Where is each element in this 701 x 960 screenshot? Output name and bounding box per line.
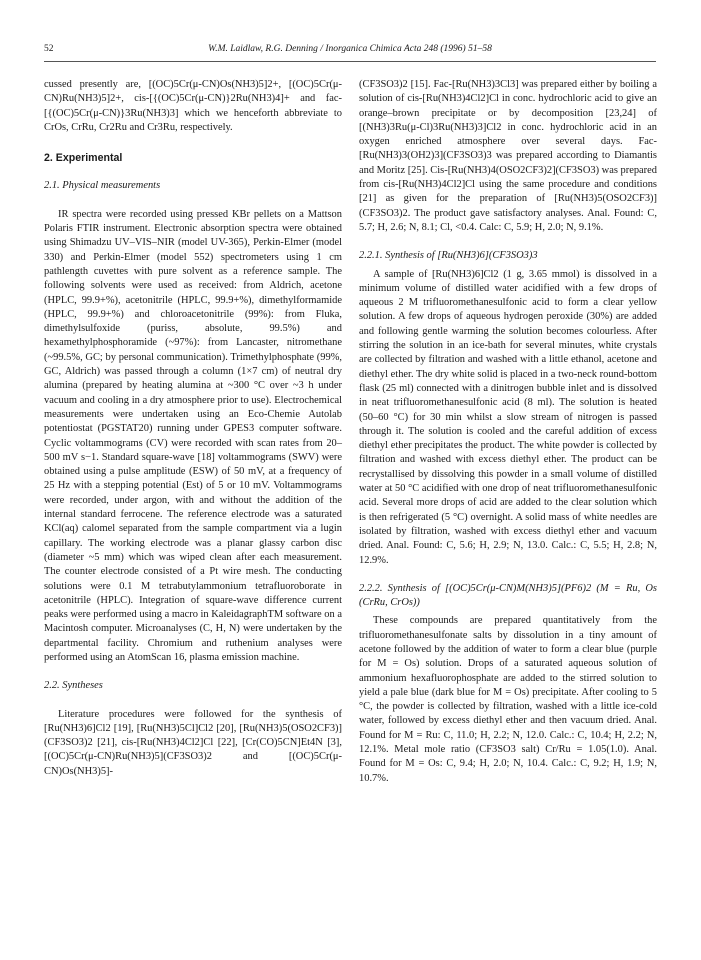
subsection-heading-syntheses: 2.2. Syntheses <box>44 680 103 692</box>
continued-paragraph: (CF3SO3)2 [15]. Fac-[Ru(NH3)3Cl3] was prepared either by boiling a solution of cis-[Ru(NH3)4Cl2]Cl in conc. hydrochloric acid to give an orange–brown precipitate or by decomposition [23,24] of [(NH3)3Ru(μ-Cl)3Ru(NH3)3]Cl2 in conc. hydrochloric acid in an oxygen enriched atmosphere over several days. Fac-[Ru(NH3)3(OH2)3](CF3SO3)3 was prepared according to Diamantis and Moritz [25]. Cis-[Ru(NH3)4(OSO2CF3)2](CF3SO3) was prepared from cis-[Ru(NH3)4Cl2]Cl using the same procedure and conditions [21] as given for the preparation of [Ru(NH3)5(OSO2CF3)](CF3SO3)2. The product gave satisfactory analyses. Anal. Found: C, 5.7; H, 2.6; N, 8.1; Cl, <0.4. Calc: C, 5.9; H, 2.0; N, 9.1%. <box>359 79 658 233</box>
page-header <box>44 44 656 60</box>
left-column <box>44 78 342 779</box>
syntheses-paragraph: Literature procedures were followed for the synthesis of [Ru(NH3)6]Cl2 [19], [Ru(NH3)5Cl]Cl2 [20], [Ru(NH3)5(OSO2CF3)](CF3SO3)2 [21], cis-[Ru(NH3)4Cl2]Cl [22], [Cr(CO)5CN]Et4N [3], [(OC)5Cr(μ-CN)Ru(NH3)5](CF3SO3)2 and [(OC)5Cr(μ-CN)Os(NH3)5]- <box>44 708 342 777</box>
ru-nh3-6-synthesis-paragraph: A sample of [Ru(NH3)6]Cl2 (1 g, 3.65 mmol) is dissolved in a minimum volume of distilled water acidified with a few drops of aqueous 2 M trifluoromethanesulfonic acid to form a clear yellow solution. A few drops of aqueous hydrogen peroxide (30%) are added and following gentle warming the solution becomes colourless. After stirring the solution in an ice-bath for several minutes, white crystals are collected by filtration and washed with a little ethanol, acetone and diethyl ether. The dry white solid is placed in a two-neck round-bottom flask (25 ml) connected with a dinitrogen bubble inlet and is dissolved in neat trifluoromethanesulfonic acid (8 ml). The solution is heated (50–60 °C) for 30 min whilst a slow stream of nitrogen is passed through it. The solution is cooled and the careful addition of excess diethyl ether precipitates the product. The white powder is collected by filtration and washed with excess diethyl ether. The product can be recrystallised by dissolving this powder in a small volume of distilled water at 50 °C acidified with one drop of neat trifluoromethanesulfonic acid. Several more drops of acid are added to the clear solution which is then refrigerated (5 °C) overnight. A solid mass of white needles are isolated by filtration, washed with excess diethyl ether and vacuum dried. Anal. Found: C, 5.6; H, 2.9; N, 13.0. Calc.: C, 5.5; H, 2.8; N, 12.9%. <box>359 268 657 566</box>
subsubsection-heading-cr-cn-m: 2.2.2. Synthesis of [(OC)5Cr(μ-CN)M(NH3)5](PF6)2 (M = Ru, Os (CrRu, CrOs)) <box>359 582 657 609</box>
section-heading-experimental: 2. Experimental <box>44 152 123 165</box>
header-rule <box>44 61 656 62</box>
physical-measurements-paragraph: IR spectra were recorded using pressed KBr pellets on a Mattson Polaris FTIR instrument. Electronic absorption spectra were obtained using Shimadzu UV–VIS–NIR (model UV-365), Perkin-Elmer (model 330) and Perkin-Elmer (model 552) spectrometers using 1 cm pathlength cuvettes with pure solvent as a reference sample. The following solvents were used as received: from Aldrich, acetone (HPLC, 99.9+%), acetonitrile (HPLC, 99.9+%), dimethylformamide (HPLC, 99.9+%) and chloroacetonitrile (99%): from Fluka, dimethylsulfoxide (puriss, absolute, 99.5%) and hexamethylphosphoramide (~97%): from Lancaster, nitromethane (~99.5%, GC; by personal communication). Trimethylphosphate (99%, GC, Aldrich) was passed through a column (1×7 cm) of neutral dry alumina (prepared by heating alumina at ~300 °C over ~3 h under vacuum and cooling in a dry atmosphere prior to use). Electrochemical measurements were undertaken using an Eco-Chemie Autolab potentiostat (PGSTAT20) running under GPES3 computer software. Cyclic voltammograms (CV) were recorded with scan rates from 20–500 mV s−1. Standard square-wave [18] voltammograms (SWV) were obtained using a pulse amplitude (ESW) of 50 mV, at a frequency of 25 Hz with a stepping potential (Est) of 5 or 10 mV. Voltammograms were recorded, under argon, with and without the addition of the internal standard ferrocene. The reference electrode was a saturated KCl(aq) calomel separated from the sample compartment via a lugin capillary. The working electrode was a planar glassy carbon disc (diameter ~5 mm) which was wiped clean after each measurement. The counter electrode consisted of a Pt wire mesh. The conducting solutions were 0.1 M tetrabutylammonium tetrafluoroborate in acetonitrile (HPLC). Integration of square-wave difference current peaks were performed using a macro in KaleidagraphTM software on a Macintosh computer. Microanalyses (C, H, N) were undertaken by the departmental facility. Chromium and ruthenium analyses were performed using an AtomScan 16, plasma emission machine. <box>44 208 342 663</box>
intro-paragraph: cussed presently are, [(OC)5Cr(μ-CN)Os(NH3)5]2+, [(OC)5Cr(μ-CN)Ru(NH3)5]2+, cis-[{(OC)5Cr(μ-CN)}2Ru(NH3)4]+ and fac-[{(OC)5Cr(μ-CN)}3Ru(NH3)3] which we henceforth abbreviate to CrOs, CrRu, Cr2Ru and Cr3Ru, respectively. <box>44 79 342 133</box>
running-head: W.M. Laidlaw, R.G. Denning / Inorganica Chimica Acta 248 (1996) 51–58 <box>208 44 492 54</box>
subsection-heading-physical-measurements: 2.1. Physical measurements <box>44 180 161 192</box>
cr-cn-m-synthesis-paragraph: These compounds are prepared quantitatively from the trifluoromethanesulfonate salts by dissolution in a tiny amount of acetone followed by the addition of water to form a clear blue (purple for M = Os) solution. Drops of a saturated aqueous solution of ammonium hexafluorophosphate are added to the stirred solution to yield a pale blue (dark blue for M = Os) precipitate. After cooling to 5 °C, the powder is collected by filtration, washed with a little ice-cold water, followed by excess diethyl ether and then vacuum dried. Anal. Found for M = Ru: C, 11.0; H, 2.2; N, 12.0. Calc.: C, 10.4; H, 2.2; N, 12.1%. Metal mole ratio (CF3SO3 salt) Cr/Ru = 1.05(1.0). Anal. Found for M = Os: C, 9.4; H, 2.0; N, 10.4. Calc.: C, 9.2; H, 1.9; N, 10.7%. <box>359 615 657 784</box>
right-column <box>359 78 657 786</box>
subsubsection-heading-ru-nh3-6: 2.2.1. Synthesis of [Ru(NH3)6](CF3SO3)3 <box>359 250 538 262</box>
page-number: 52 <box>44 44 54 54</box>
